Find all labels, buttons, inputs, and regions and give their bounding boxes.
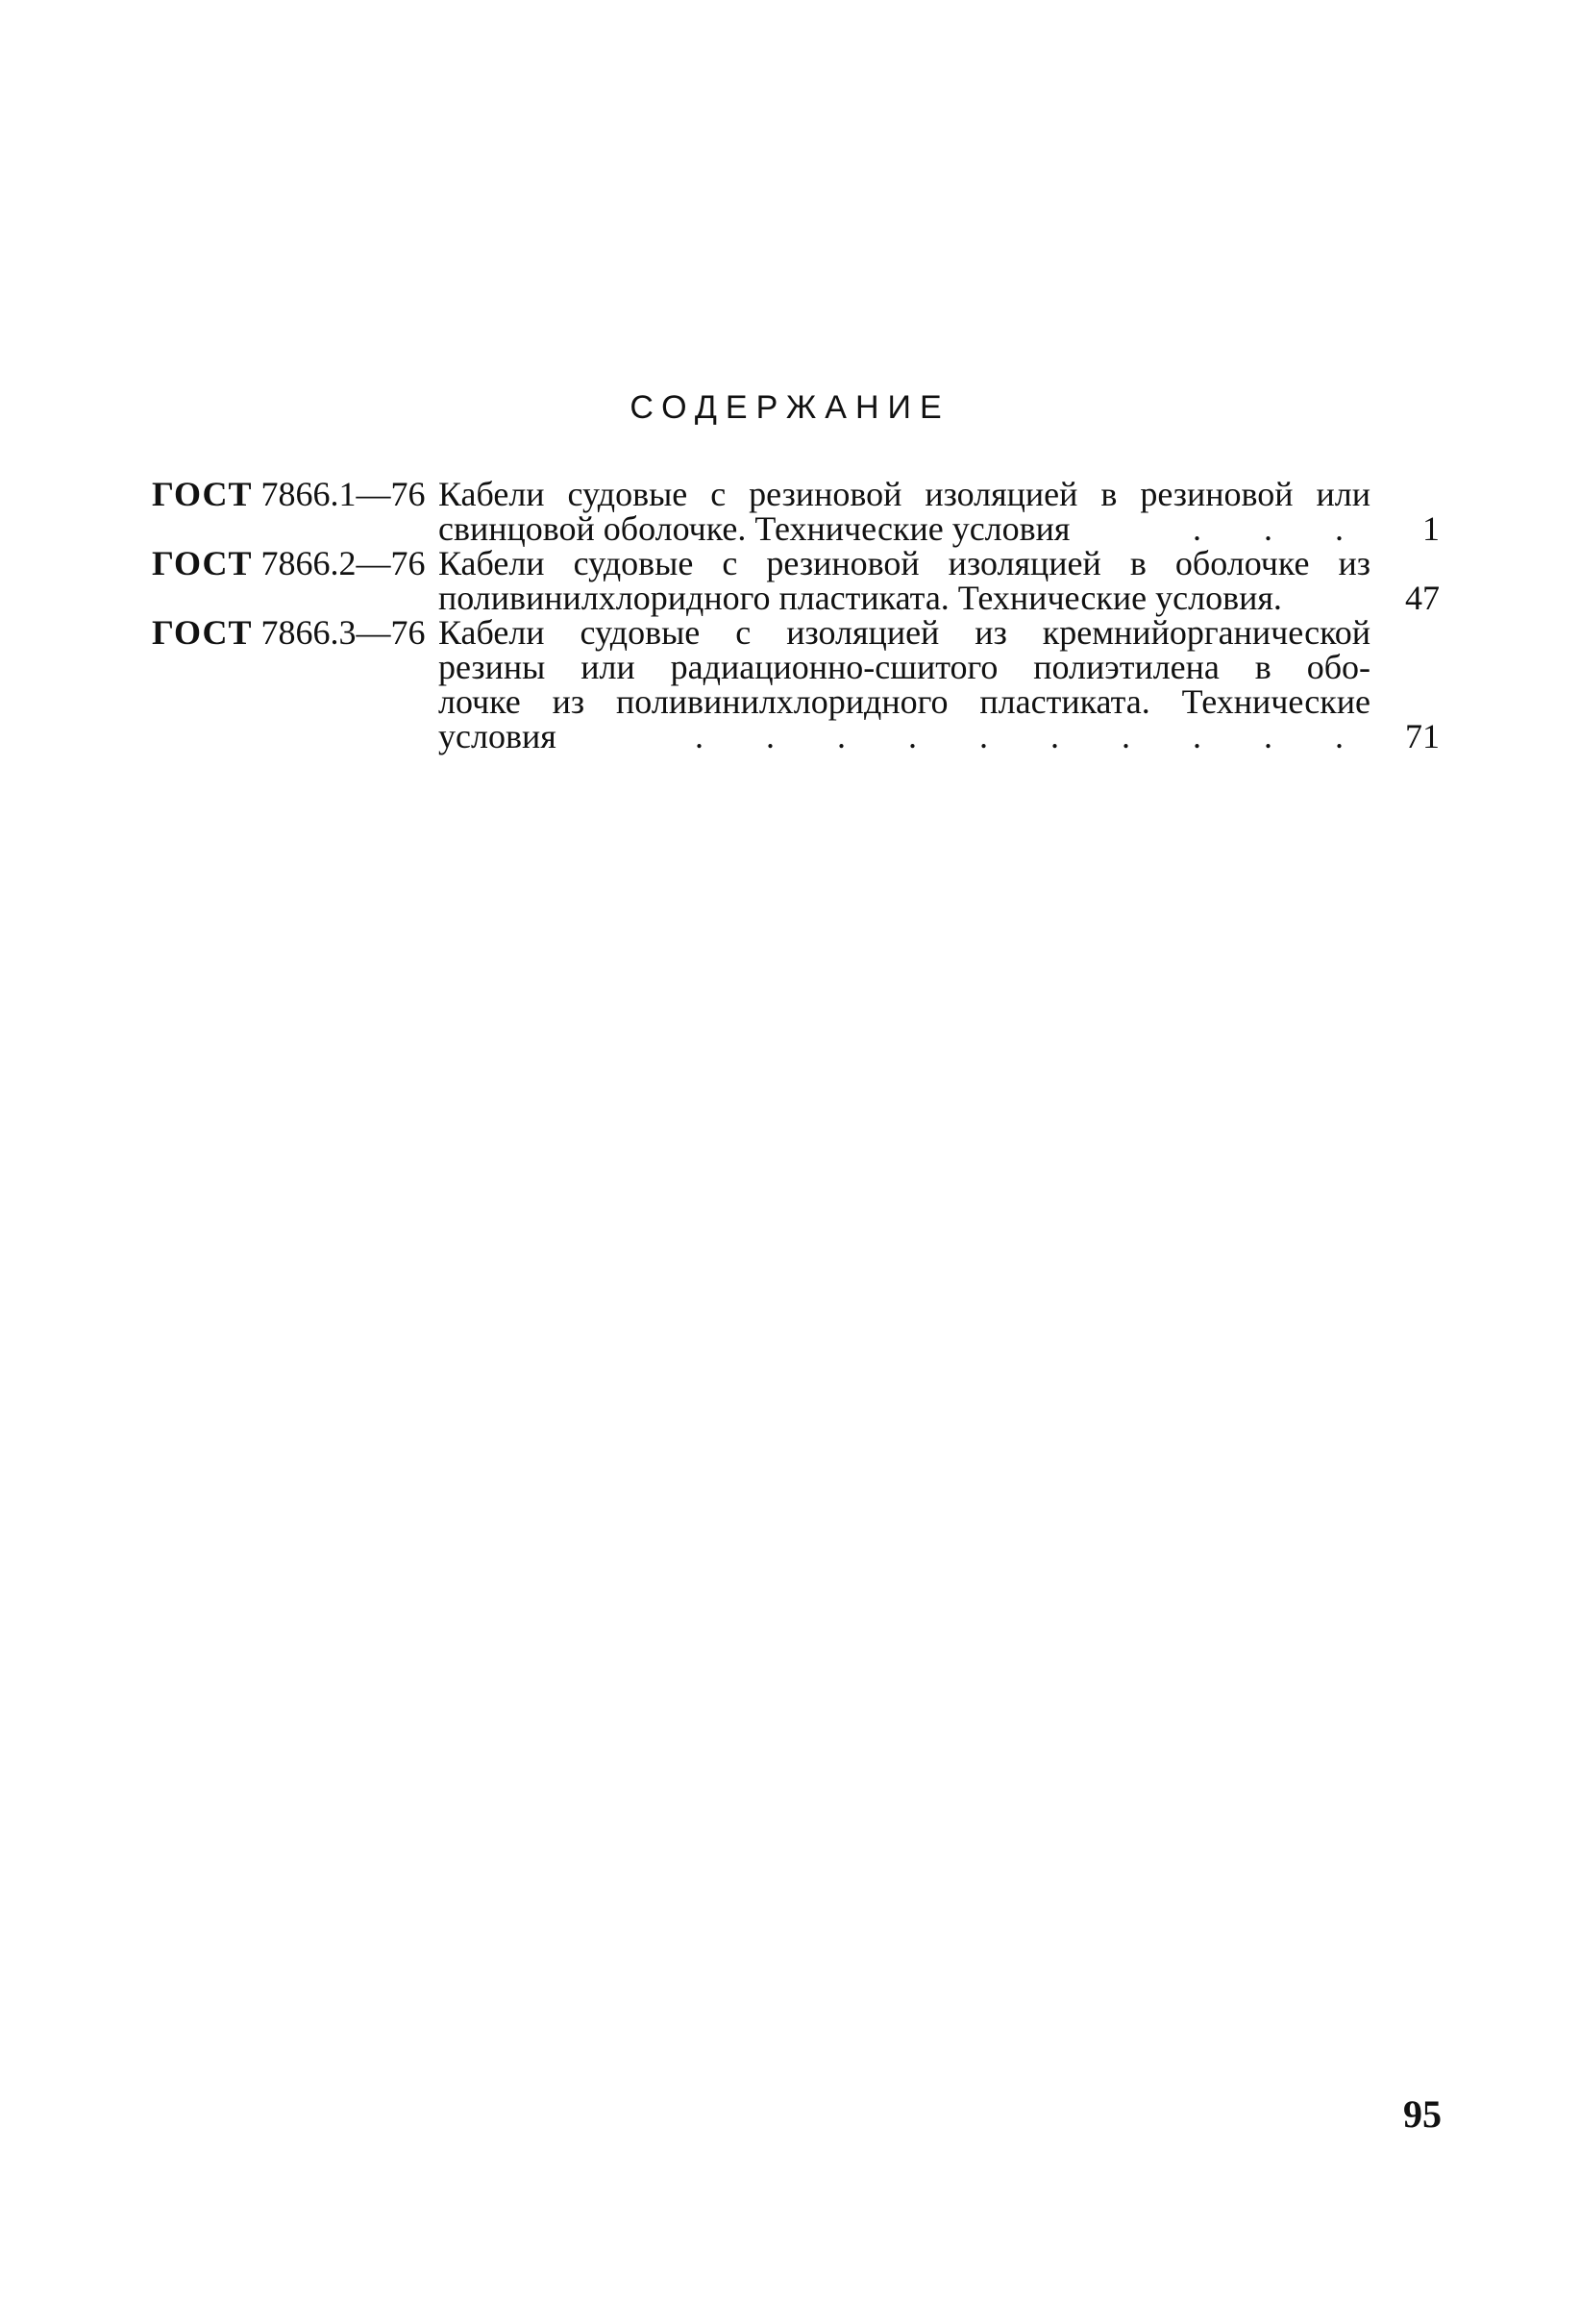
toc-entry [152,477,1440,546]
toc-entry-title-line: Кабели судовые с изоляцией из кремнийорганической [438,613,1370,652]
toc-entry-title-text: условия [438,717,556,755]
page-number: 95 [1403,2092,1442,2136]
toc-entry-title-line: Кабели судовые с резиновой изоляцией в оболочке из [438,544,1370,582]
toc-entry [152,615,1440,754]
toc-entry-standard: ГОСТ [152,475,253,513]
toc-entry-title-line: резины или радиационно-сшитого полиэтилена в обо- [438,648,1370,686]
toc-entry-code [152,546,438,581]
toc-entry-code [152,615,438,650]
toc-entry-page: 71 [1405,717,1440,755]
toc-entry-number: 7866.1—76 [260,475,426,513]
toc-entry-title-text: поливинилхлоридного пластиката. Технические условия. [438,579,1282,617]
toc-entry-title [438,546,1370,615]
toc-entry-title-line: лочке из поливинилхлоридного пластиката. Технические [438,682,1370,721]
toc-entry-title-last-line [438,581,1370,615]
toc-entry-title-last-line [438,719,1370,754]
toc-entry-code [152,477,438,511]
toc-entry-number: 7866.2—76 [260,544,426,582]
toc-entry-title [438,477,1370,546]
toc-entry-leader: . . . . . . . . . . [695,719,1370,754]
toc-entry-leader: . . . [1193,511,1370,546]
toc-heading: СОДЕРЖАНИЕ [630,389,950,426]
toc-entry-title-line: Кабели судовые с резиновой изоляцией в резиновой или [438,475,1370,513]
toc-entry-page: 1 [1422,509,1440,548]
toc-entry-number: 7866.3—76 [260,613,426,652]
toc-entry-page: 47 [1405,579,1440,617]
toc-entry-standard: ГОСТ [152,544,253,582]
toc-entry-title-last-line [438,511,1370,546]
toc-list [152,477,1440,754]
toc-entry-title-text: свинцовой оболочке. Технические условия [438,509,1071,548]
toc-entry [152,546,1440,615]
toc-entry-title [438,615,1370,754]
toc-entry-standard: ГОСТ [152,613,253,652]
